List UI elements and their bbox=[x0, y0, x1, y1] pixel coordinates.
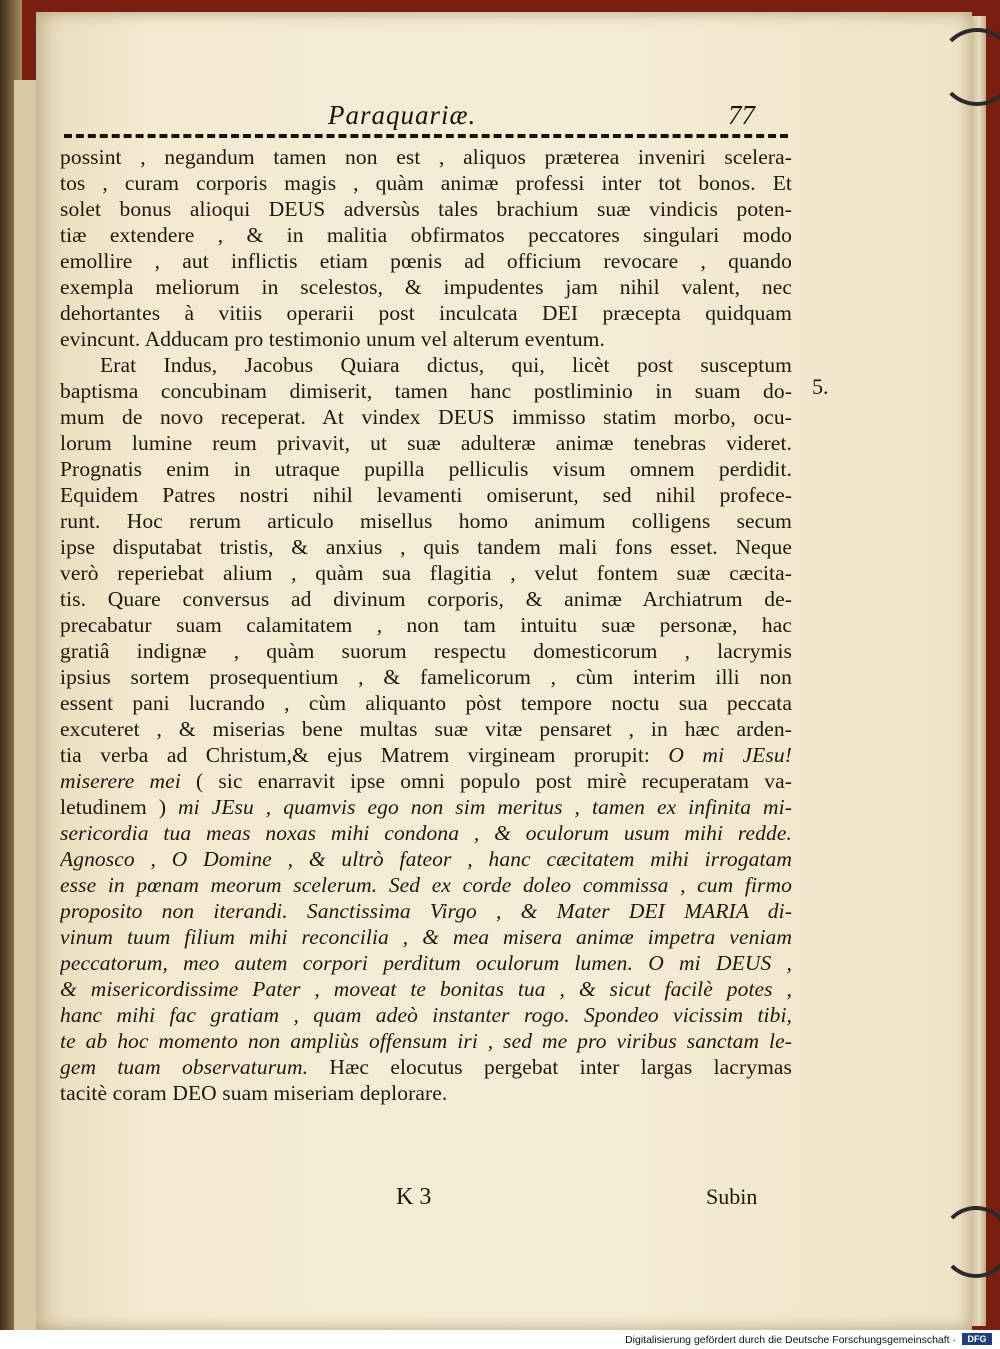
header-rule bbox=[64, 134, 788, 138]
text-line: runt. Hoc rerum articulo misellus homo animum colligens secum bbox=[60, 509, 792, 533]
text-line: esse in pœnam meorum scelerum. Sed ex corde doleo commissa , cum firmo bbox=[60, 873, 792, 897]
text-line: proposito non iterandi. Sanctissima Virgo , & Mater DEI MARIA di- bbox=[60, 899, 792, 923]
text-line: tos , curam corporis magis , quàm animæ professi inter tot bonos. Et bbox=[60, 171, 792, 195]
text-line: evincunt. Adducam pro testimonio unum vel alterum eventum. bbox=[60, 327, 605, 351]
text-line: miserere mei ( sic enarravit ipse omni populo post mirè recuperatam va- bbox=[60, 769, 792, 793]
text-line: baptisma concubinam dimiserit, tamen hanc postliminio in suam do- bbox=[60, 379, 792, 403]
text-line: Erat Indus, Jacobus Quiara dictus, qui, licèt post susceptum bbox=[100, 353, 792, 377]
text-line: exempla meliorum in scelestos, & impudentes jam nihil valent, nec bbox=[60, 275, 792, 299]
text-line: possint , negandum tamen non est , aliquos præterea inveniri scelera- bbox=[60, 145, 792, 169]
text-line: essent pani lucrando , cùm aliquanto pòst tempore noctu sua peccata bbox=[60, 691, 792, 715]
text-line: verò reperiebat alium , quàm sua flagitia , velut fontem suæ cæcita- bbox=[60, 561, 792, 585]
text-line: ipse disputabat tristis, & anxius , quis tandem mali fons esset. Neque bbox=[60, 535, 792, 559]
text-line: gem tuam observaturum. Hæc elocutus pergebat inter largas lacrymas bbox=[60, 1055, 792, 1079]
text-line: ipsius sortem prosequentium , & famelicorum , cùm interim illi non bbox=[60, 665, 792, 689]
text-line: emollire , aut inflictis etiam pœnis ad officium revocare , quando bbox=[60, 249, 792, 273]
text-line: precabatur suam calamitatem , non tam intuitu suæ personæ, hac bbox=[60, 613, 792, 637]
text-line: hanc mihi fac gratiam , quam adeò instanter rogo. Spondeo vicissim tibi, bbox=[60, 1003, 792, 1027]
text-line: solet bonus alioqui DEUS adversùs tales brachium suæ vindicis poten- bbox=[60, 197, 792, 221]
text-line: Prognatis enim in utraque pupilla pelliculis visum omnem perdidit. bbox=[60, 457, 792, 481]
text-line: tacitè coram DEO suam miseriam deplorare. bbox=[60, 1081, 448, 1105]
digitization-credit: Digitalisierung gefördert durch die Deutsche Forschungsgemeinschaft · bbox=[625, 1334, 956, 1346]
text-line: & misericordissime Pater , moveat te bonitas tua , & sicut facilè potes , bbox=[60, 977, 792, 1001]
text-line: lorum lumine reum privavit, ut suæ adulteræ animæ tenebras videret. bbox=[60, 431, 792, 455]
catchword: Subin bbox=[706, 1184, 758, 1209]
margin-note: 5. bbox=[812, 374, 829, 399]
text-line: dehortantes à vitiis operarii post inculcata DEI præcepta quidquam bbox=[60, 301, 792, 325]
running-head: Paraquariæ. bbox=[328, 100, 477, 130]
dfg-logo: DFG bbox=[962, 1333, 992, 1345]
text-line: tis. Quare conversus ad divinum corporis, & animæ Archiatrum de- bbox=[60, 587, 792, 611]
signature-mark: K 3 bbox=[396, 1184, 432, 1210]
text-line: Equidem Patres nostri nihil levamenti omiserunt, sed nihil profece- bbox=[60, 483, 792, 507]
text-line: letudinem ) mi JEsu , quamvis ego non sim meritus , tamen ex infinita mi- bbox=[60, 795, 792, 819]
text-line: peccatorum, meo autem corpori perditum oculorum lumen. O mi DEUS , bbox=[60, 951, 792, 975]
page-fore-edge bbox=[972, 16, 986, 1326]
text-line: Agnosco , O Domine , & ultrò fateor , hanc cæcitatem mihi irrogatam bbox=[60, 847, 792, 871]
body-text bbox=[60, 144, 792, 1106]
text-line: tiæ extendere , & in malitia obfirmatos peccatores singulari modo bbox=[60, 223, 792, 247]
text-line: tia verba ad Christum,& ejus Matrem virgineam prorupit: O mi JEsu! bbox=[60, 743, 792, 767]
text-line: te ab hoc momento non ampliùs offensum iri , sed me pro viribus sanctam le- bbox=[60, 1029, 792, 1053]
text-line: sericordia tua meas noxas mihi condona , & oculorum usum mihi redde. bbox=[60, 821, 792, 845]
page-number: 77 bbox=[728, 100, 755, 130]
page-header bbox=[60, 100, 780, 132]
text-line: excuteret , & miserias bene multas suæ vitæ pensaret , in hæc arden- bbox=[60, 717, 792, 741]
text-line: mum de novo receperat. At vindex DEUS immisso statim morbo, ocu- bbox=[60, 405, 792, 429]
text-line: vinum tuum filium mihi reconcilia , & mea misera animæ impetra veniam bbox=[60, 925, 792, 949]
text-line: gratiâ indignæ , quàm suorum respectu domesticorum , lacrymis bbox=[60, 639, 792, 663]
